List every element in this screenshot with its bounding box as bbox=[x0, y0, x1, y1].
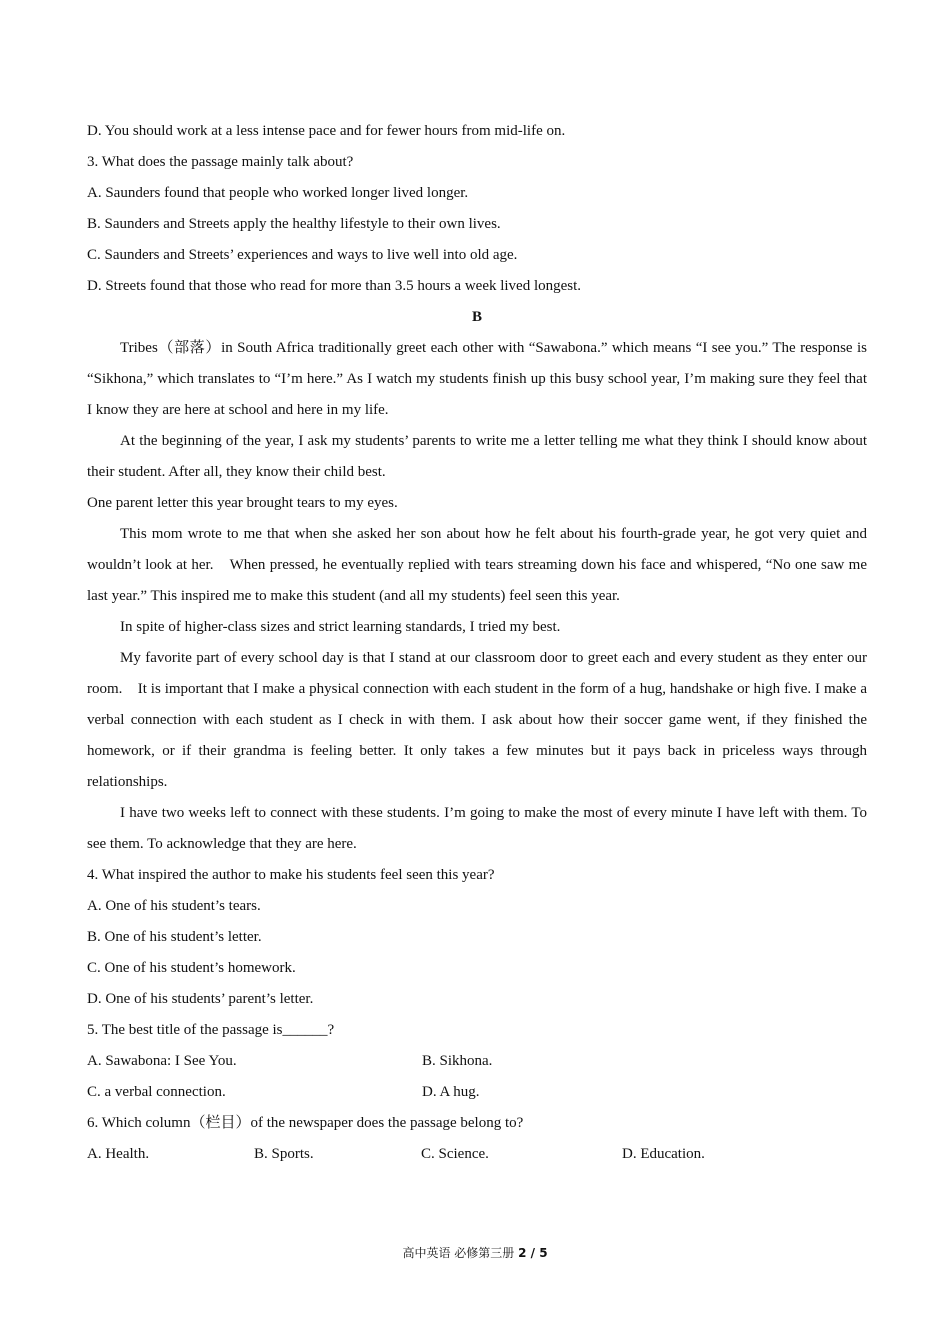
q5-option-b: B. Sikhona. bbox=[422, 1053, 493, 1069]
passage-paragraph: At the beginning of the year, I ask my students’ parents to write me a letter telling me what they think I should know about their student. After all, they know their child best. bbox=[87, 433, 867, 480]
passage-heading: B bbox=[471, 309, 482, 325]
q5-option-d: D. A hug. bbox=[422, 1084, 480, 1100]
q3-option-a: A. Saunders found that people who worked longer lived longer. bbox=[87, 185, 469, 201]
q6-option-b: B. Sports. bbox=[254, 1146, 314, 1162]
q6-question: 6. Which column（栏目）of the newspaper does the passage belong to? bbox=[87, 1115, 524, 1131]
q4-option-b: B. One of his student’s letter. bbox=[87, 929, 262, 945]
q4-question: 4. What inspired the author to make his students feel seen this year? bbox=[87, 867, 495, 883]
q4-option-d: D. One of his students’ parent’s letter. bbox=[87, 991, 314, 1007]
q2-option-d: D. You should work at a less intense pace and for fewer hours from mid-life on. bbox=[87, 123, 566, 139]
q4-option-c: C. One of his student’s homework. bbox=[87, 960, 296, 976]
q6-option-d: D. Education. bbox=[622, 1146, 705, 1162]
q5-option-c: C. a verbal connection. bbox=[87, 1084, 226, 1100]
passage-paragraph: Tribes（部落）in South Africa traditionally greet each other with “Sawabona.” which means “I see you.” The response is “Sikhona,” which translates to “I’m here.” As I watch my students finish up this busy school year, I’m making sure they feel that I know they are here at school and here in my life. bbox=[87, 340, 867, 418]
passage-paragraph: In spite of higher-class sizes and strict learning standards, I tried my best. bbox=[120, 619, 561, 635]
q5-options-row bbox=[87, 1046, 867, 1077]
page-content bbox=[87, 116, 867, 1170]
footer-page-number: 2 / 5 bbox=[518, 1246, 548, 1260]
q6-option-c: C. Science. bbox=[421, 1146, 489, 1162]
passage-paragraph: This mom wrote to me that when she asked her son about how he felt about his fourth-grade year, he got very quiet and wouldn’t look at her. When pressed, he eventually replied with tears streaming down his face and whispered, “No one saw me last year.” This inspired me to make this student (and all my students) feel seen this year. bbox=[87, 526, 867, 604]
q6-option-a: A. Health. bbox=[87, 1146, 150, 1162]
q5-options-row bbox=[87, 1077, 867, 1108]
q5-question: 5. The best title of the passage is______? bbox=[87, 1022, 335, 1038]
q4-option-a: A. One of his student’s tears. bbox=[87, 898, 261, 914]
passage-paragraph: One parent letter this year brought tears to my eyes. bbox=[87, 495, 398, 511]
passage-paragraph: I have two weeks left to connect with these students. I’m going to make the most of every minute I have left with them. To see them. To acknowledge that they are here. bbox=[87, 805, 867, 852]
q5-option-a: A. Sawabona: I See You. bbox=[87, 1053, 237, 1069]
q3-option-d: D. Streets found that those who read for more than 3.5 hours a week lived longest. bbox=[87, 278, 582, 294]
q3-question: 3. What does the passage mainly talk about? bbox=[87, 154, 354, 170]
footer-label: 高中英语 必修第三册 bbox=[402, 1246, 515, 1260]
passage-paragraph: My favorite part of every school day is that I stand at our classroom door to greet each and every student as they enter our room. It is important that I make a physical connection with each student in the form of a hug, handshake or high five. I make a verbal connection with each student as I check in with them. I ask about how their soccer game went, if they finished the homework, or if their grandma is feeling better. It only takes a few minutes but it pays back in priceless ways through relationships. bbox=[87, 650, 867, 790]
q3-option-b: B. Saunders and Streets apply the healthy lifestyle to their own lives. bbox=[87, 216, 501, 232]
q6-options-row bbox=[87, 1139, 867, 1170]
page-footer bbox=[0, 1244, 950, 1261]
q3-option-c: C. Saunders and Streets’ experiences and ways to live well into old age. bbox=[87, 247, 518, 263]
